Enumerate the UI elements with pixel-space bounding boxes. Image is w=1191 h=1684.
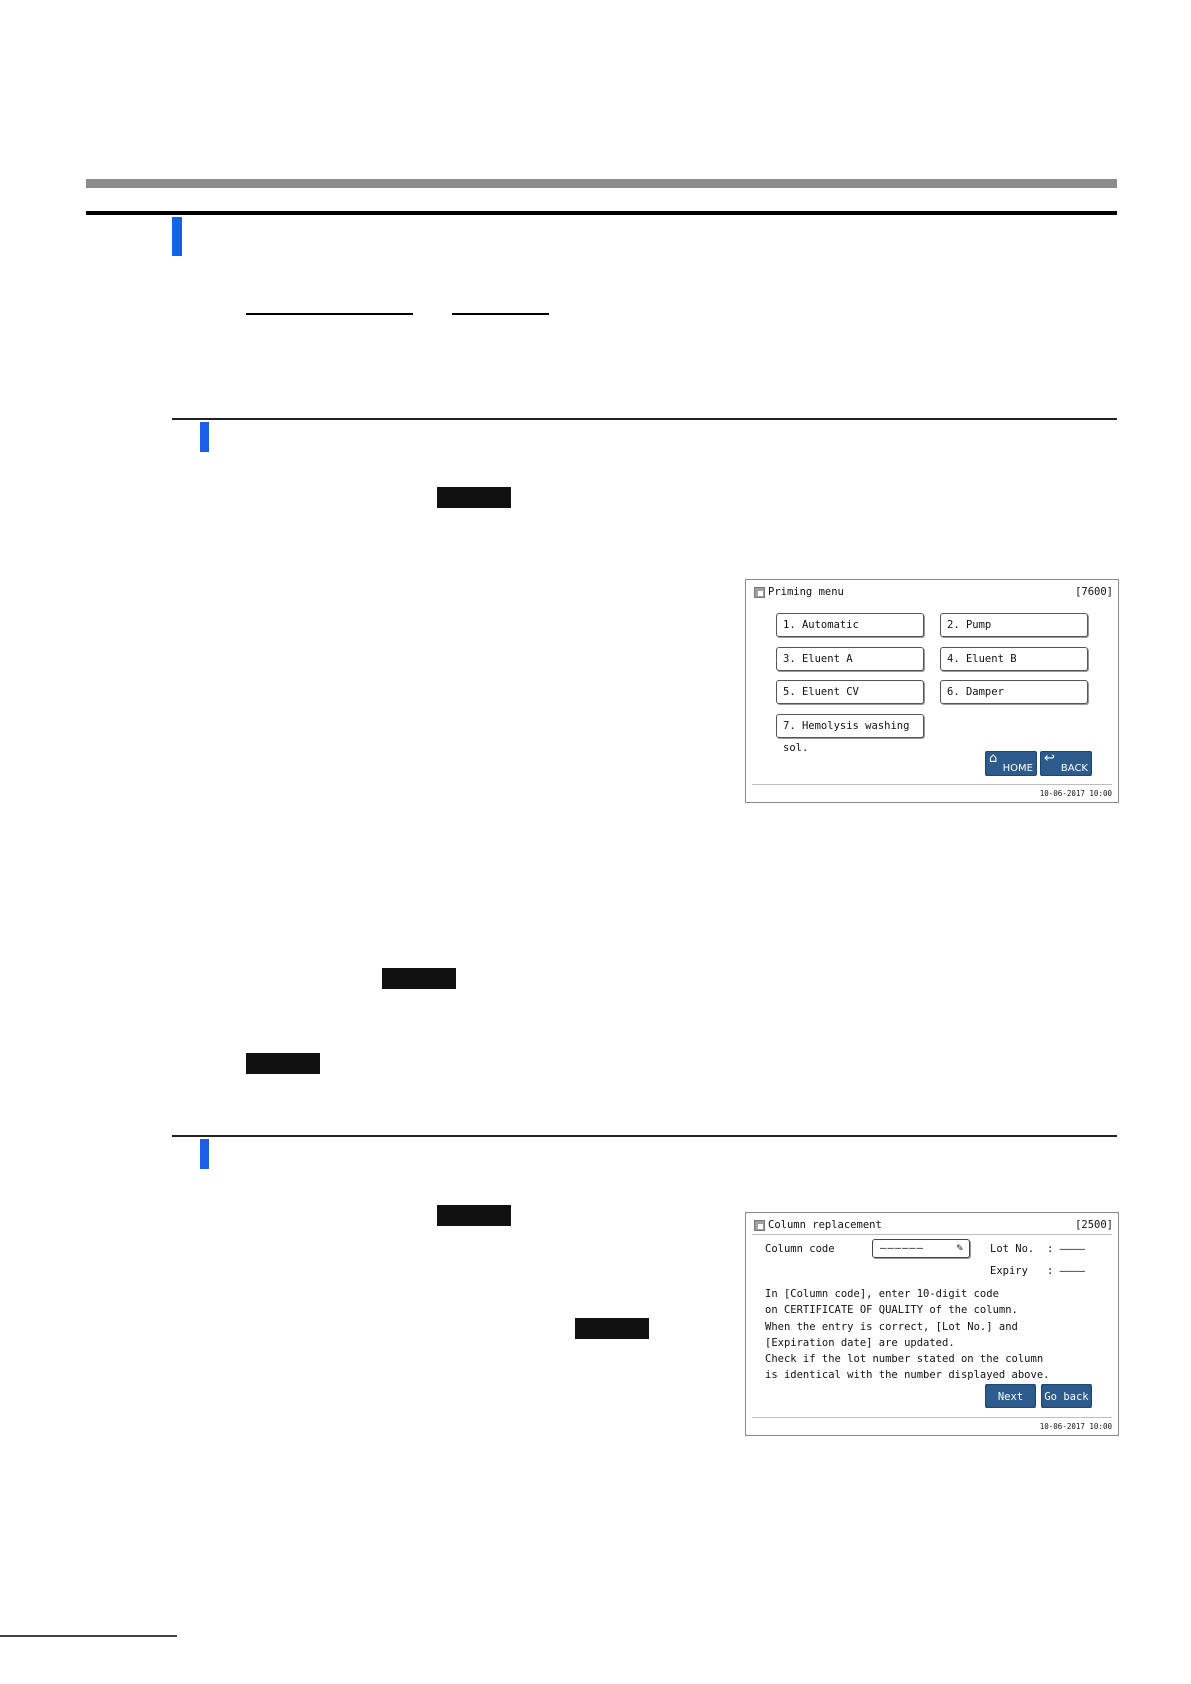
redacted-key-2 <box>382 968 456 989</box>
footer-separator <box>752 784 1112 785</box>
screen-title <box>754 1219 882 1231</box>
subsection-rule-1 <box>172 418 1117 420</box>
redacted-key-5 <box>575 1318 649 1339</box>
expiry-label: Expiry <box>990 1265 1028 1277</box>
house-icon: ⌂ <box>989 751 998 766</box>
subsection-rule-2 <box>172 1135 1117 1137</box>
pencil-icon: ✎ <box>956 1241 963 1254</box>
instruction-line: is identical with the number displayed above. <box>765 1369 1050 1382</box>
eluent-cv-button[interactable]: 5. Eluent CV <box>776 680 924 704</box>
title-separator <box>752 1234 1112 1235</box>
home-label: HOME <box>1002 763 1033 774</box>
damper-button[interactable]: 6. Damper <box>940 680 1088 704</box>
lot-no-label: Lot No. <box>990 1243 1035 1255</box>
instruction-text <box>765 1286 1049 1384</box>
back-label: BACK <box>1060 763 1088 774</box>
window-icon <box>754 1220 765 1231</box>
subsection-marker-2 <box>200 1139 209 1169</box>
underline-link-1 <box>246 313 413 315</box>
redacted-key-1 <box>437 487 511 508</box>
home-button[interactable] <box>985 751 1037 776</box>
screen-code: [7600] <box>1075 586 1113 598</box>
instruction-line: In [Column code], enter 10-digit code <box>765 1288 999 1300</box>
screen-title-text: Priming menu <box>768 586 844 598</box>
footer-rule <box>0 1635 177 1637</box>
eluent-a-button[interactable]: 3. Eluent A <box>776 647 924 671</box>
instruction-line: [Expiration date] are updated. <box>765 1336 955 1349</box>
hemolysis-washing-button[interactable]: 7. Hemolysis washing sol. <box>776 714 924 738</box>
go-back-button[interactable]: Go back <box>1041 1384 1092 1408</box>
datetime: 10-06-2017 10:00 <box>1039 1422 1112 1431</box>
footer-separator <box>752 1417 1112 1418</box>
redacted-key-4 <box>437 1205 511 1226</box>
priming-menu-screen <box>745 579 1119 803</box>
header-rule <box>86 211 1117 215</box>
section-marker <box>172 217 182 256</box>
eluent-b-button[interactable]: 4. Eluent B <box>940 647 1088 671</box>
underline-link-2 <box>452 313 549 315</box>
instruction-line: on CERTIFICATE OF QUALITY of the column. <box>765 1304 1018 1317</box>
redacted-key-3 <box>246 1053 320 1074</box>
screen-title-text: Column replacement <box>768 1219 882 1231</box>
datetime: 10-06-2017 10:00 <box>1039 789 1112 798</box>
pump-button[interactable]: 2. Pump <box>940 613 1088 637</box>
return-arrow-icon: ↩ <box>1044 751 1055 766</box>
next-button[interactable]: Next <box>985 1384 1036 1408</box>
screen-title <box>754 586 844 598</box>
column-code-value: –––––– <box>880 1242 924 1254</box>
subsection-marker-1 <box>200 422 209 452</box>
column-code-field[interactable] <box>872 1239 970 1258</box>
column-code-label: Column code <box>765 1243 835 1255</box>
window-icon <box>754 587 765 598</box>
header-gray-bar <box>86 179 1117 188</box>
instruction-line: Check if the lot number stated on the column <box>765 1353 1044 1366</box>
expiry-value: : –––– <box>1047 1265 1085 1277</box>
instruction-line: When the entry is correct, [Lot No.] and <box>765 1320 1018 1333</box>
automatic-button[interactable]: 1. Automatic <box>776 613 924 637</box>
lot-no-value: : –––– <box>1047 1243 1085 1255</box>
column-replacement-screen <box>745 1212 1119 1436</box>
back-button[interactable] <box>1040 751 1092 776</box>
screen-code: [2500] <box>1075 1219 1113 1231</box>
